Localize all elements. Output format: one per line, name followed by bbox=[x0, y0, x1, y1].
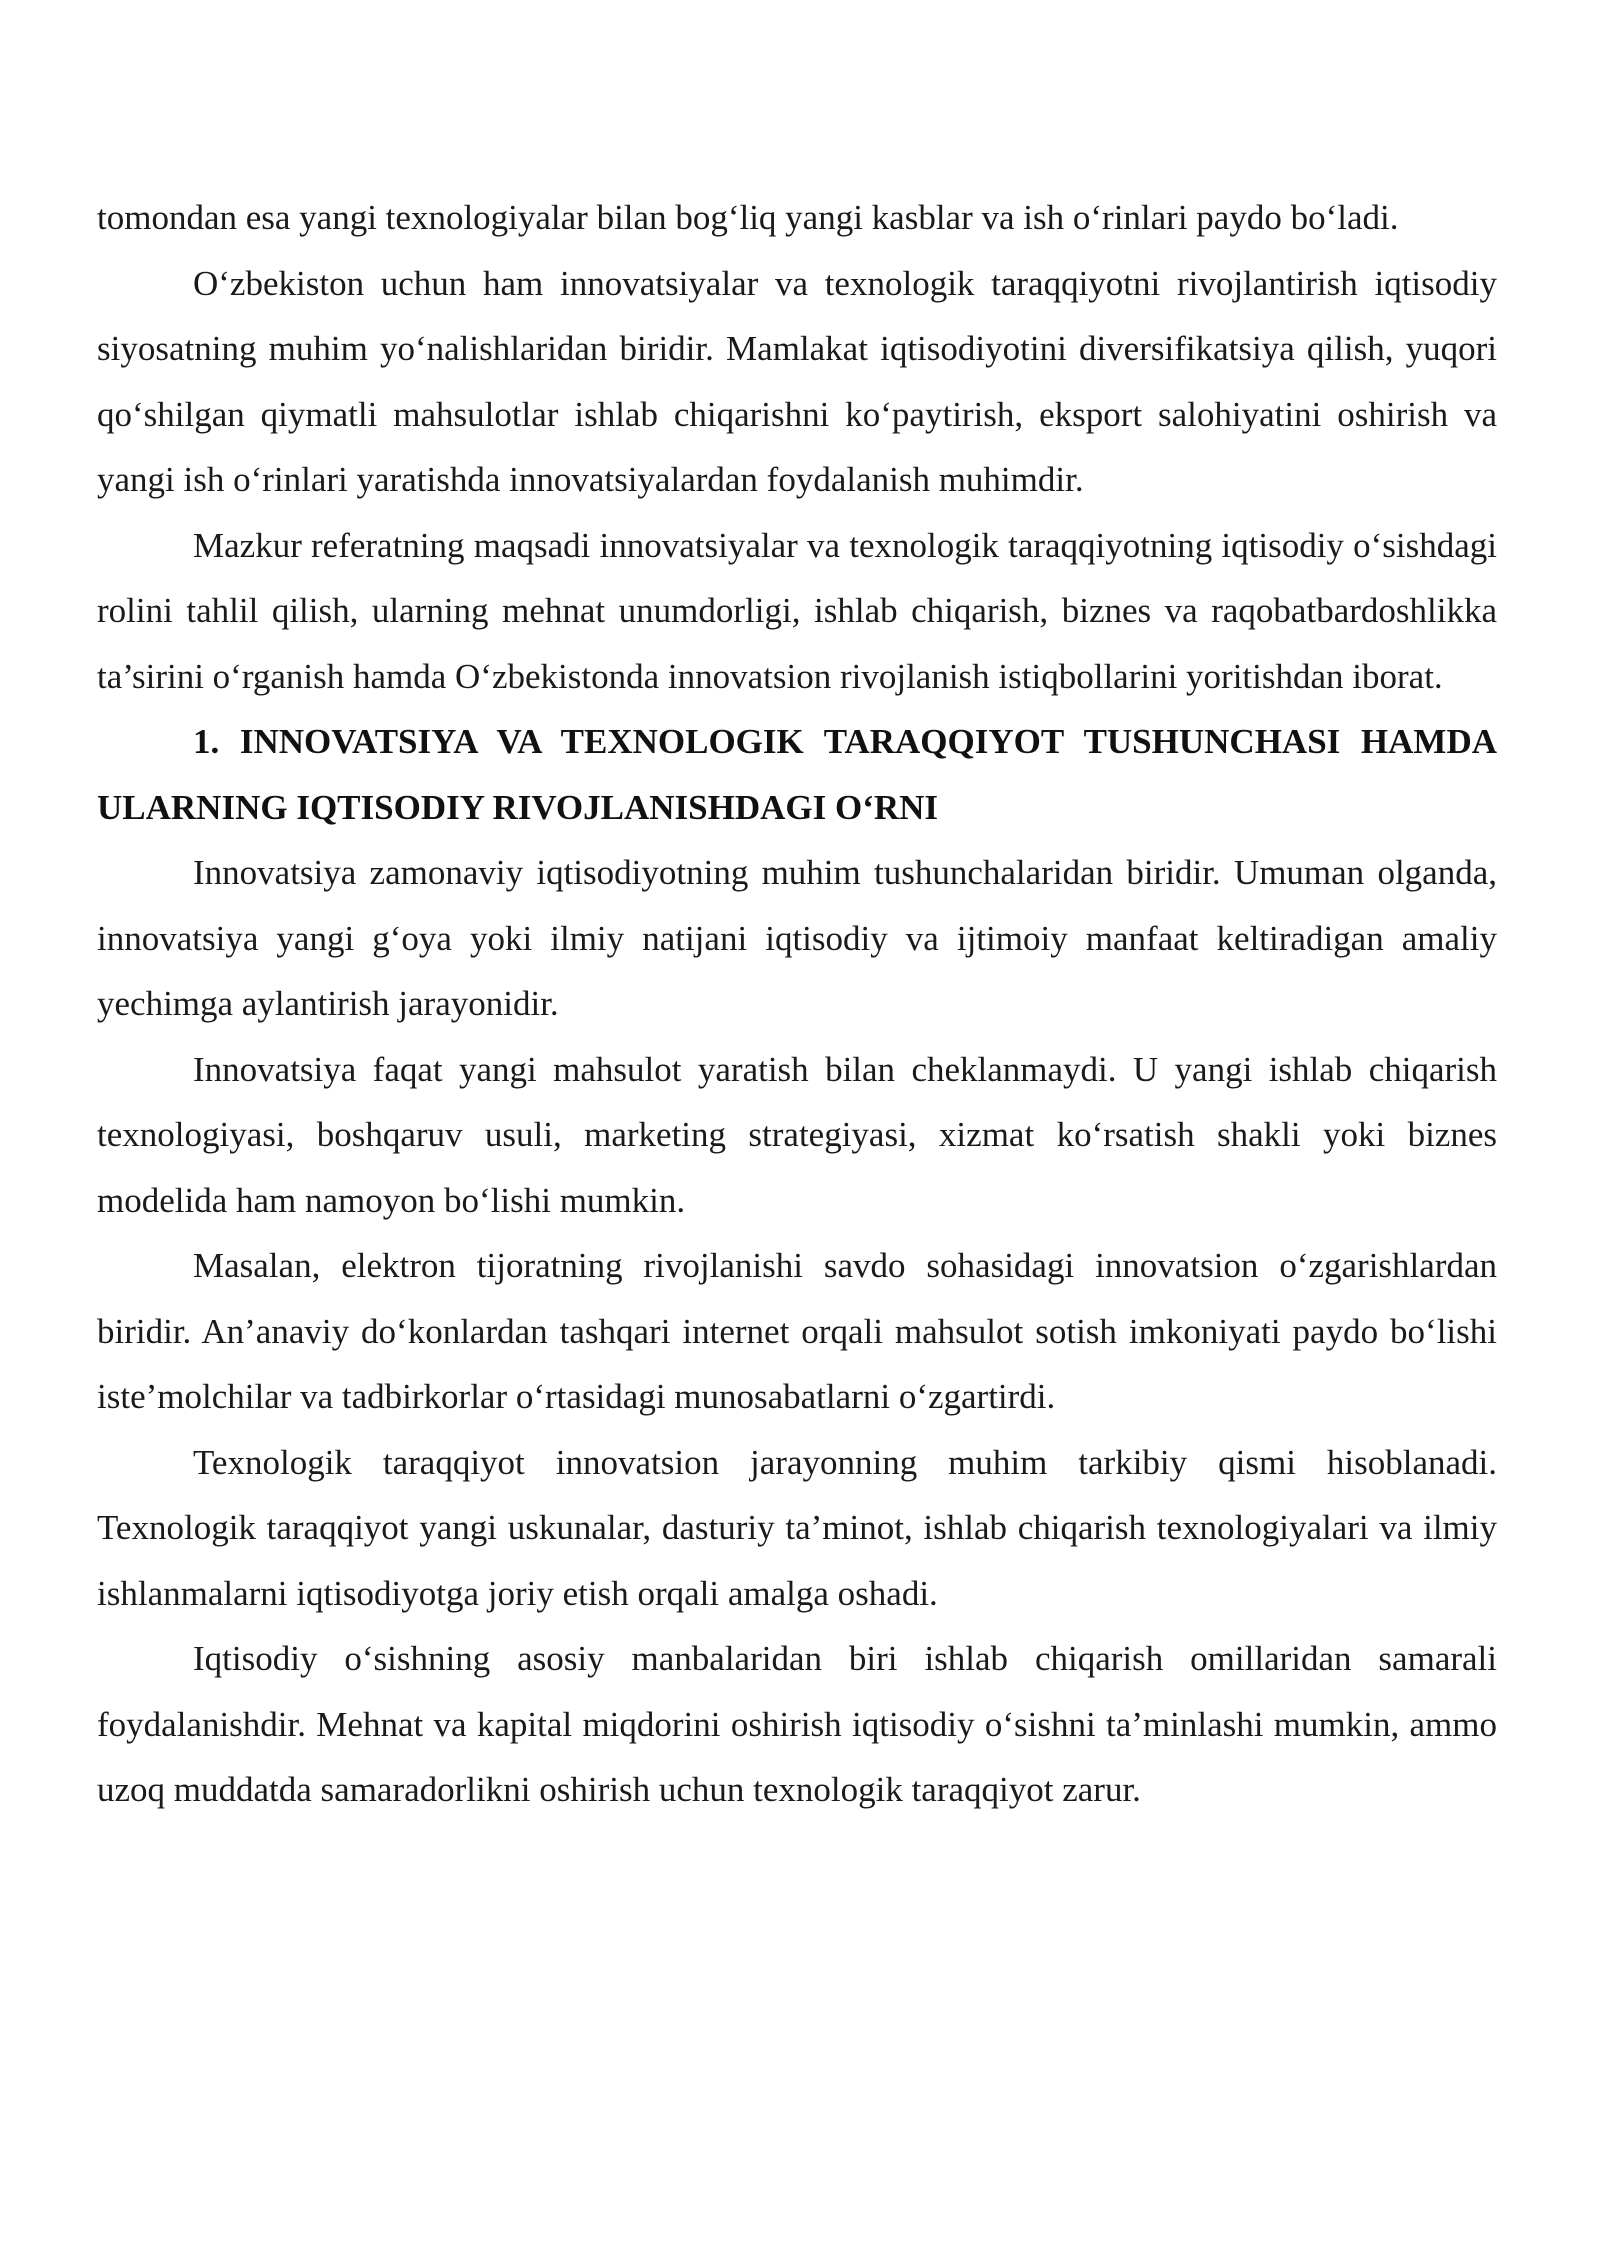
paragraph-economic-growth: Iqtisodiy o‘sishning asosiy manbalaridan biri ishlab chiqarish omillaridan samarali foydalanishdir. Mehnat va kapital miqdorini oshirish iqtisodiy o‘sishni ta’minlashi mumkin, ammo uzoq muddatda samaradorlikni oshirish uchun texnologik taraqqiyot zarur. bbox=[97, 1639, 1497, 1809]
paragraph-ecommerce-example: Masalan, elektron tijoratning rivojlanishi savdo sohasidagi innovatsion o‘zgarishlardan biridir. An’anaviy do‘konlardan tashqari internet orqali mahsulot sotish imkoniyati paydo bo‘lishi iste’molchilar va tadbirkorlar o‘rtasidagi munosabatlarni o‘zgartirdi. bbox=[97, 1246, 1497, 1416]
paragraph-continuation: tomondan esa yangi texnologiyalar bilan bog‘liq yangi kasblar va ish o‘rinlari paydo bo‘ladi. bbox=[97, 198, 1399, 237]
paragraph-innovation-forms: Innovatsiya faqat yangi mahsulot yaratish bilan cheklanmaydi. U yangi ishlab chiqarish texnologiyasi, boshqaruv usuli, marketing strategiyasi, xizmat ko‘rsatish shakli yoki biznes modelida ham namoyon bo‘lishi mumkin. bbox=[97, 1049, 1497, 1220]
paragraph-uzbekistan-innovation: O‘zbekiston uchun ham innovatsiyalar va texnologik taraqqiyotni rivojlantirish iqtisodiy siyosatning muhim yo‘nalishlaridan biridir. Mamlakat iqtisodiyotini diversifikatsiya qilish, yuqori qo‘shilgan qiymatli mahsulotlar ishlab chiqarishni ko‘paytirish, eksport salohiyatini oshirish va yangi ish o‘rinlari yaratishda innovatsiyalardan foydalanish muhimdir. bbox=[97, 263, 1497, 499]
paragraph-report-goal: Mazkur referatning maqsadi innovatsiyalar va texnologik taraqqiyotning iqtisodiy o‘sishdagi rolini tahlil qilish, ularning mehnat unumdorligi, ishlab chiqarish, biznes va raqobatbardoshlikka ta’sirini o‘rganish hamda O‘zbekistonda innovatsion rivojlanish istiqbollarini yoritishdan iborat. bbox=[97, 525, 1497, 696]
paragraph-technological-progress: Texnologik taraqqiyot innovatsion jarayonning muhim tarkibiy qismi hisoblanadi. Texnologik taraqqiyot yangi uskunalar, dasturiy ta’minot, ishlab chiqarish texnologiyalari va ilmiy ishlanmalarni iqtisodiyotga joriy etish orqali amalga oshadi. bbox=[97, 1442, 1497, 1613]
paragraph-innovation-definition: Innovatsiya zamonaviy iqtisodiyotning muhim tushunchalaridan biridir. Umuman olganda, innovatsiya yangi g‘oya yoki ilmiy natijani iqtisodiy va ijtimoiy manfaat keltiradigan amaliy yechimga aylantirish jarayonidir. bbox=[97, 853, 1497, 1023]
section-heading: 1. INNOVATSIYA VA TEXNOLOGIK TARAQQIYOT TUSHUNCHASI HAMDA ULARNING IQTISODIY RIVOJLANISHDAGI O‘RNI bbox=[97, 722, 1497, 827]
document-page bbox=[97, 185, 1497, 1823]
